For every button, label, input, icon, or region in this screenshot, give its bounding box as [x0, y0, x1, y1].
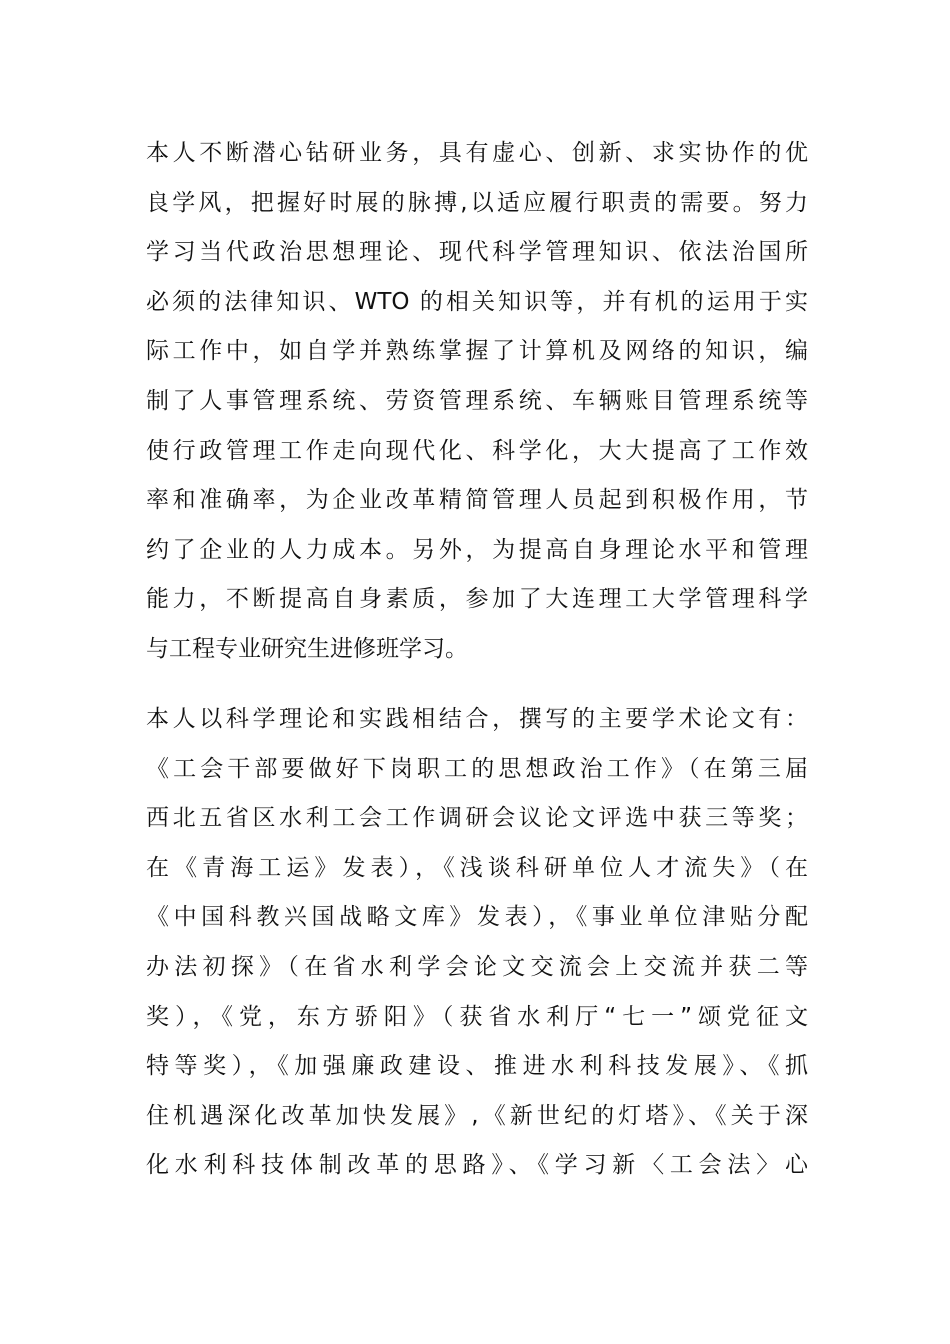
text-line: 制了人事管理系统、劳资管理系统、车辆账目管理系统等	[146, 387, 808, 414]
text-line: 约了企业的人力成本。另外，为提高自身理论水平和管理	[146, 536, 808, 563]
text-line: 西北五省区水利工会工作调研会议论文评选中获三等奖；	[146, 805, 808, 832]
text-line: 学习当代政治思想理论、现代科学管理知识、依法治国所	[146, 239, 808, 266]
paragraph-academic-papers	[146, 695, 808, 1191]
text-line: 必须的法律知识、WTO 的相关知识等，并有机的运用于实	[146, 288, 808, 315]
text-line: 本人以科学理论和实践相结合，撰写的主要学术论文有：	[146, 706, 808, 732]
text-line: 化水利科技体制改革的思路》、《学习新〈工会法〉心	[146, 1152, 808, 1179]
text-line: 能力，不断提高自身素质，参加了大连理工大学管理科学	[146, 586, 808, 613]
text-line: 特等奖），《加强廉政建设、推进水利科技发展》、《抓	[146, 1053, 808, 1080]
text-line: 《工会干部要做好下岗职工的思想政治工作》（在第三届	[146, 755, 808, 782]
paragraph-self-study	[146, 129, 808, 675]
text-line: 住机遇深化改革加快发展》,《新世纪的灯塔》、《关于深	[146, 1102, 808, 1129]
text-line: 良学风，把握好时展的脉搏,以适应履行职责的需要。努力	[146, 189, 808, 216]
text-line: 率和准确率，为企业改革精简管理人员起到积极作用，节	[146, 487, 808, 514]
text-line: 际工作中，如自学并熟练掌握了计算机及网络的知识，编	[146, 338, 808, 365]
text-line: 《中国科教兴国战略文库》发表），《事业单位津贴分配	[146, 904, 808, 931]
text-line: 奖），《党，东方骄阳》（获省水利厅“七一”颂党征文	[146, 1003, 808, 1030]
text-line: 使行政管理工作走向现代化、科学化，大大提高了工作效	[146, 437, 808, 464]
text-line: 办法初探》（在省水利学会论文交流会上交流并获二等	[146, 953, 808, 980]
text-line: 在《青海工运》发表），《浅谈科研单位人才流失》（在	[146, 854, 808, 881]
text-line: 与工程专业研究生进修班学习。	[146, 635, 468, 662]
text-line: 本人不断潜心钻研业务，具有虚心、创新、求实协作的优	[146, 140, 808, 166]
